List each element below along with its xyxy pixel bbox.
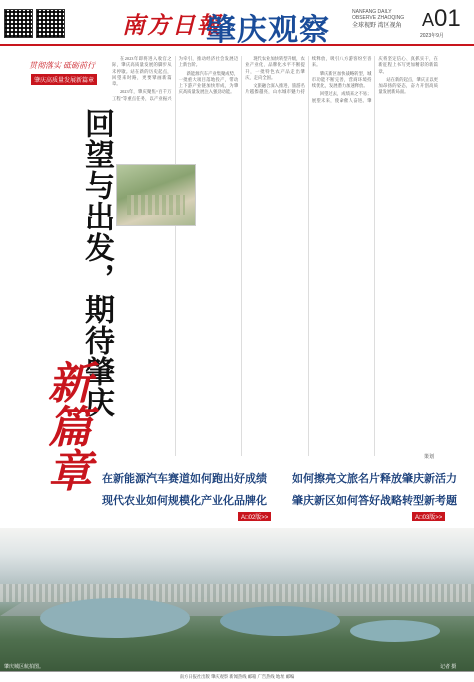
main-headline: 回望与出发，期待肇庆 <box>80 108 113 418</box>
lake-shape <box>350 620 440 642</box>
banner-tag: 肇庆高质量发展新篇章 <box>31 74 97 85</box>
paragraph: 肇庆新区加快战略转型，城市功能不断完善，营商环境持续优化，发展潜力加速释放。 <box>311 70 372 89</box>
banner-card <box>29 60 101 100</box>
sub-tagline: 全球视野 湾区视角 <box>352 23 402 29</box>
banner-slogan: 贯彻落实 砥砺前行 <box>29 61 95 70</box>
teaser-link[interactable]: 现代农业如何规模化产业化品牌化 <box>102 495 267 507</box>
byline: 策划 <box>424 455 435 460</box>
city-skyline <box>0 584 474 602</box>
calligraphy-title: 新篇章 <box>41 360 90 492</box>
article-photo <box>116 164 196 226</box>
aerial-photo <box>0 528 474 671</box>
teaser-block <box>102 468 462 526</box>
page-ref-right[interactable]: A□03版>> <box>412 512 445 521</box>
photo-credit: 记者 摄 <box>440 665 457 670</box>
teaser-link[interactable]: 肇庆新区如何答好战略转型新考题 <box>292 495 457 507</box>
page-number-value: 01 <box>434 5 461 32</box>
issue-date: 2023年9月 <box>420 33 444 39</box>
paragraph: 在2023年即将进入收官之际，肇庆高质量发展的脚步从未停歇。站在新的历史起点，回望来时路，更要擘画新篇章。 <box>112 56 172 87</box>
lake-shape <box>220 606 340 636</box>
page-number <box>422 5 461 33</box>
qr-code-icon <box>36 9 65 38</box>
page-ref-left[interactable]: A□02版>> <box>238 512 271 521</box>
masthead <box>0 0 474 46</box>
page-prefix: A <box>422 10 435 30</box>
paragraph: 回望过去，成绩来之不易；展望未来，使命催人奋进。肇庆将坚定信心、真抓实干，在新征程上书写更加精彩的新篇章。 <box>311 56 438 103</box>
photo-caption: 肇庆城区航拍图。 <box>4 665 45 670</box>
teaser-link[interactable]: 如何擦亮文旅名片释放肇庆新活力 <box>292 473 457 485</box>
english-line-2: OBSERVE ZHAOQING <box>352 15 405 21</box>
english-line-1: NANFANG DAILY <box>352 9 392 15</box>
paper-name: 南方日報 <box>122 13 222 38</box>
paragraph: 文旅融合深入推进，旅游名片越擦越亮，山水城市魅力持续释放，吸引八方游客纷至沓来。 <box>245 56 372 95</box>
english-tagline <box>352 9 405 29</box>
paragraph: 现代农业加快转型升级，农业产业化、品牌化水平不断提升，一批特色农产品走出肇庆、走向全国。 <box>245 56 305 80</box>
paragraph: 新能源汽车产业集聚成势，一批重大项目落地投产，带动上下游产业链加快形成，为肇庆高质量发展注入强劲动能。 <box>178 70 239 95</box>
lake-shape <box>40 598 190 638</box>
page-footer: 南方日报社出版 肇庆观察 新闻热线 邮箱 广告热线 地址 邮编 <box>0 671 474 682</box>
edition-name: 肇庆观察 <box>206 14 330 47</box>
article-body <box>112 56 438 456</box>
paragraph: 站在新的起点，肇庆正以更加昂扬的姿态，奋力开创高质量发展新局面。 <box>378 76 438 95</box>
paragraph: 2023年，肇庆聚焦“百千万工程”等重点任务，以产业振兴为牵引，推动经济社会发展迈上新台阶。 <box>112 56 239 101</box>
qr-code-icon <box>4 9 33 38</box>
teaser-link[interactable]: 在新能源汽车赛道如何跑出好成绩 <box>102 473 267 485</box>
